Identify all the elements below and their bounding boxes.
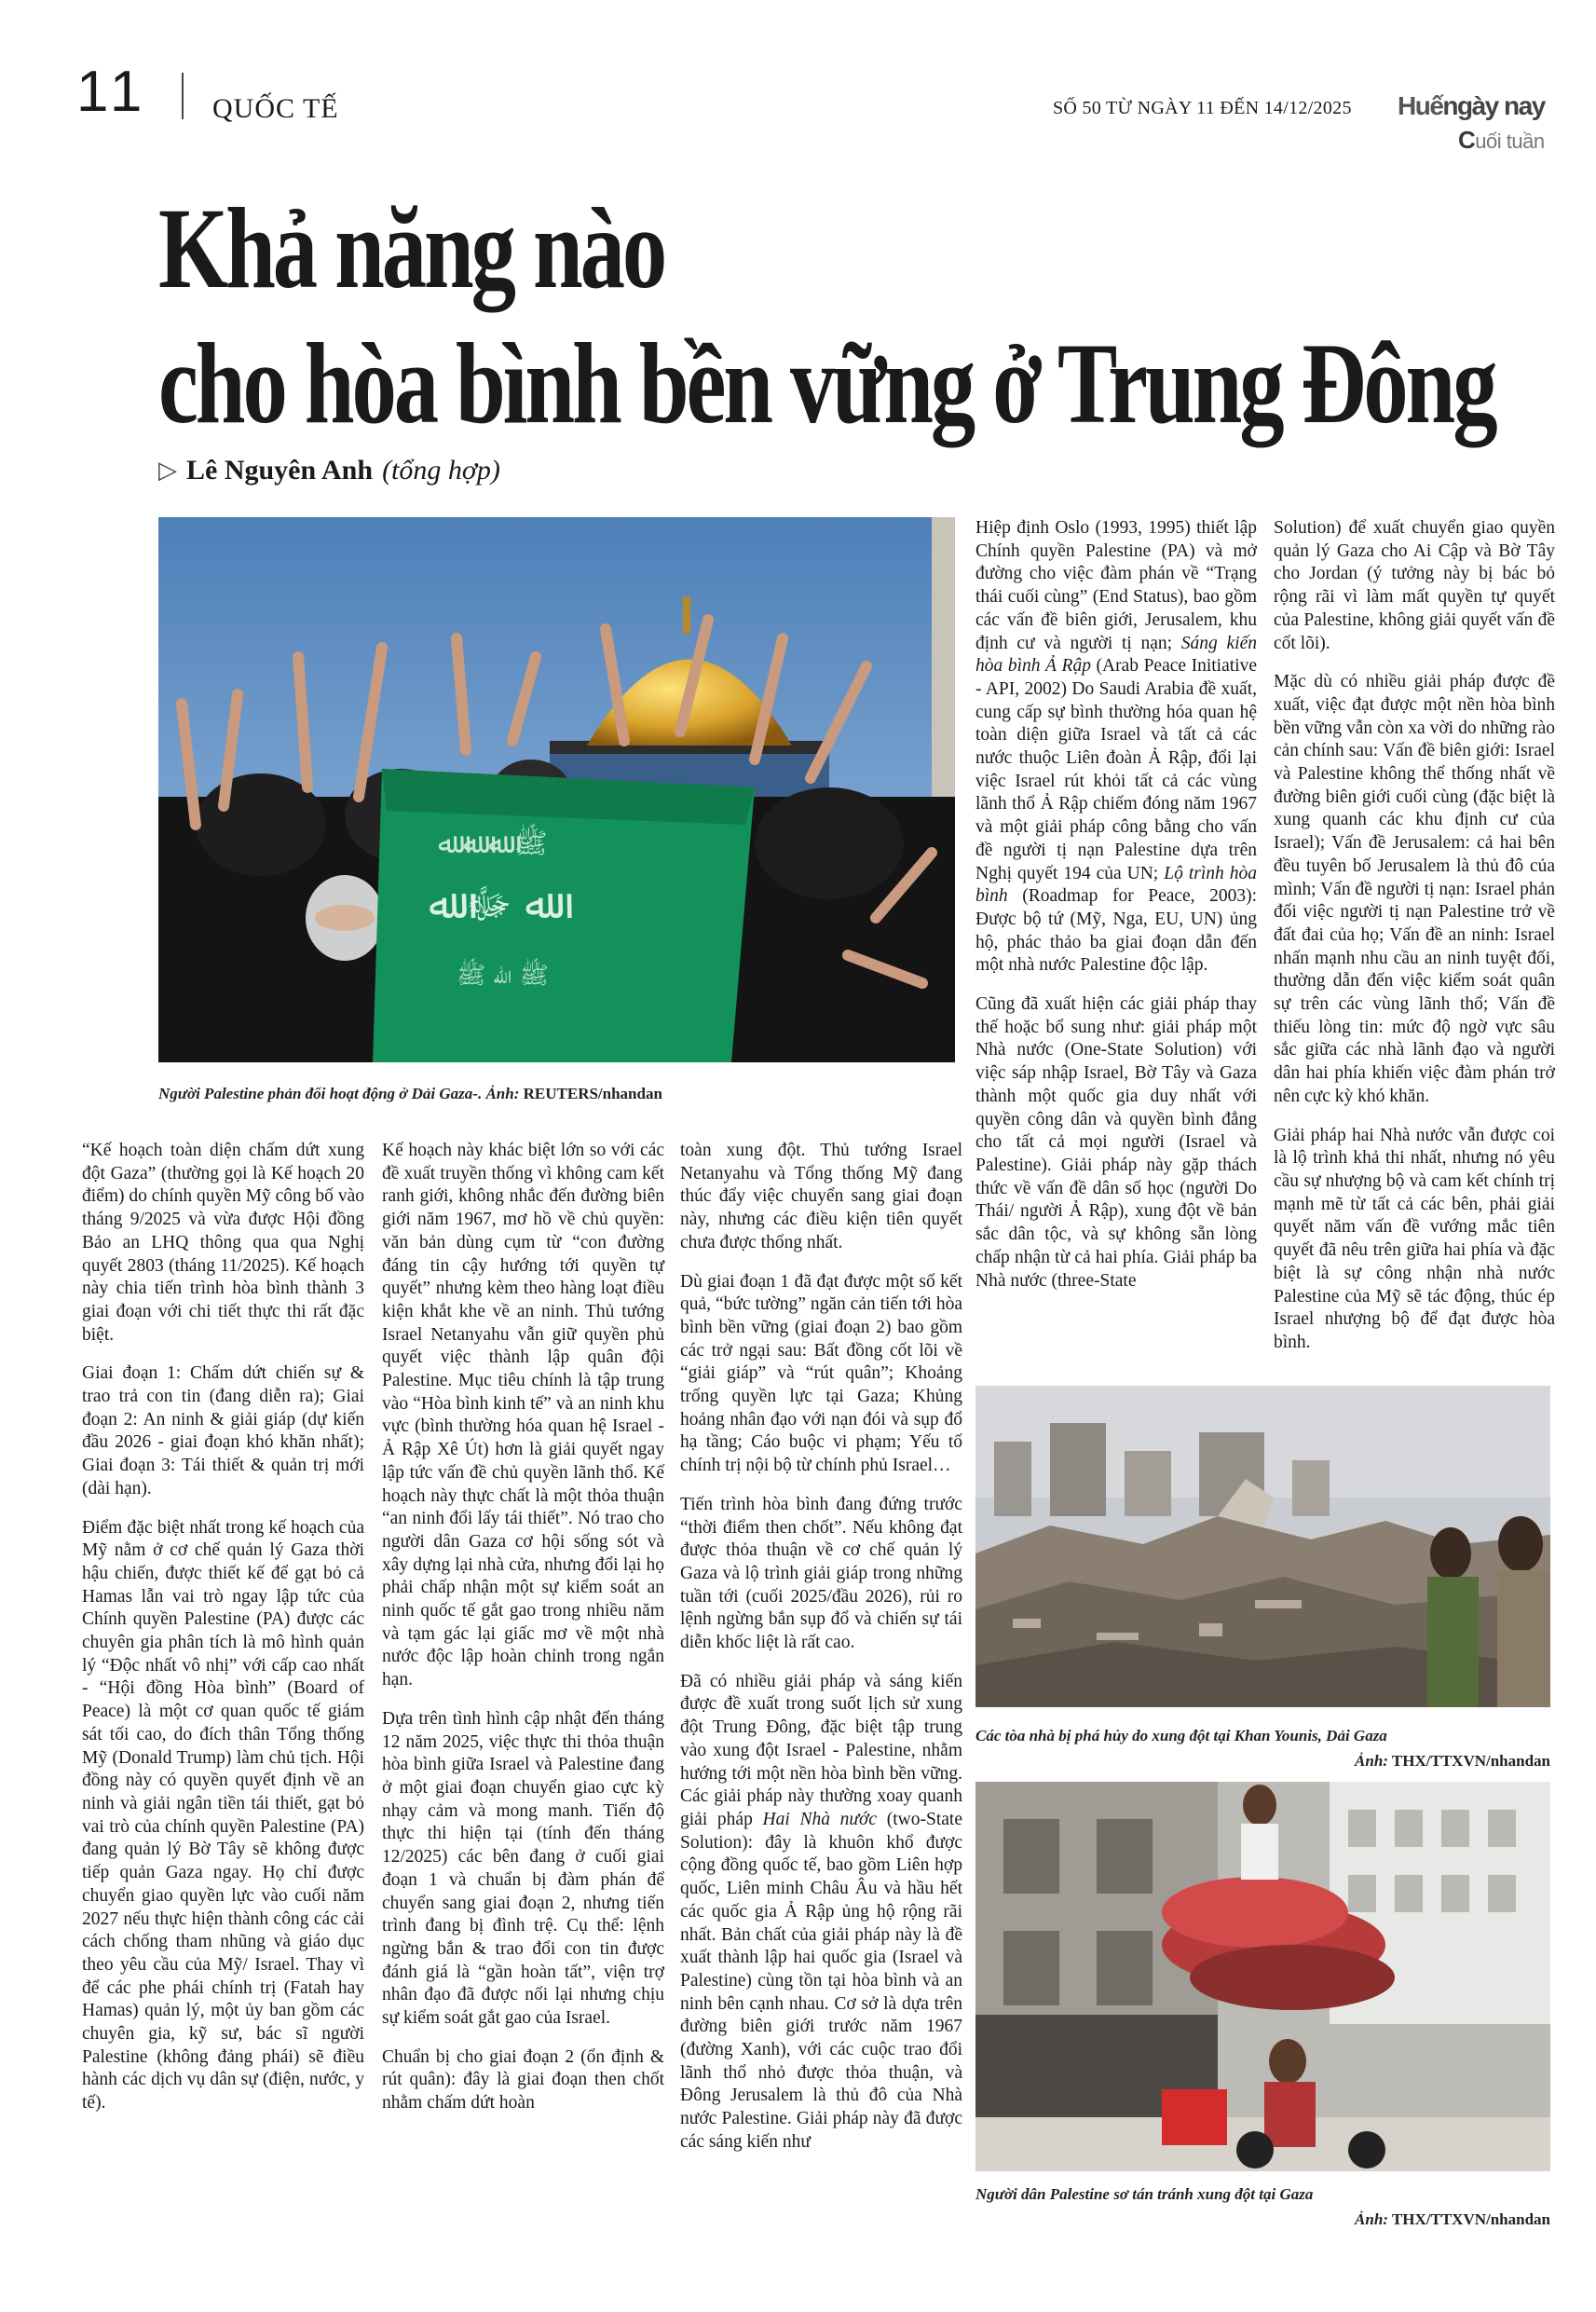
rubble-photo-caption: Các tòa nhà bị phá hủy do xung đột tại Khan Younis, Dải Gaza: [975, 1727, 1387, 1744]
evacuation-photo-illustration: [975, 1782, 1550, 2171]
text-run: Hiệp định Oslo (1993, 1995) thiết lập Chính quyền Palestine (PA) và mở đường cho việc đàm phán về “Trạng thái cuối cùng” (End Status), bao gồm các vấn đề biên giới, Jerusalem, khu định cư và người tị nạn;: [975, 518, 1257, 653]
paragraph: Tiến trình hòa bình đang đứng trước “thời điểm then chốt”. Nếu không đạt được thỏa thuận về cơ chế quản lý Gaza và lộ trình giải giáp trong những tuần tới (cuối 2025/đầu 2026), rủi ro lệnh ngừng bắn sụp đổ và chiến sự tái diễn khốc liệt là rất cao.: [680, 1494, 962, 1653]
paragraph: Điểm đặc biệt nhất trong kế hoạch của Mỹ nằm ở cơ chế quản lý Gaza thời hậu chiến, được thiết kế để gạt bỏ cả Hamas lẫn vai trò ngay lập tức của Chính quyền Palestine (PA) được các chuyên gia phân tích là mô hình quản lý “Độc nhất vô nhị” với cấp cao nhất - “Hội đồng Hòa bình” (Board of Peace) là một cơ quan quốc tế giám sát tối cao, do đích thân Tổng thống Mỹ (Donald Trump) làm chủ tịch. Hội đồng này có quyền quyết định về an ninh và giải ngân tiền tái thiết, gạt bỏ vai trò của chính quyền Palestine (PA) đang quản lý Bờ Tây sẽ không được tiếp quản Gaza ngay. Họ chỉ được chuyển giao quyền lực vào cuối năm 2027 nếu thực hiện thành công các cải cách chống tham nhũng và giáo dục theo yêu cầu của Mỹ/ Israel. Thay vì để các phe phái chính trị (Fatah hay Hamas) quản lý, một ủy ban gồm các chuyên gia, kỹ sư, bác sĩ người Palestine (không đảng phái) sẽ điều hành các dịch vụ dân sự (điện, nước, y tế).: [82, 1517, 364, 2114]
main-photo-illustration: [158, 517, 955, 1062]
masthead-sub: [1458, 126, 1545, 155]
rubble-photo-illustration: [975, 1386, 1550, 1707]
text-run: (two-State Solution): đây là khuôn khổ được cộng đồng quốc tế, bao gồm Liên hợp quốc, Liên minh Châu Âu và hầu hết các quốc gia Ả Rập ủng hộ rộng rãi nhất. Bản chất của giải pháp này là đề xuất thành lập hai quốc gia (Israel và Palestine) cùng tồn tại hòa bình và an ninh bên cạnh nhau. Cơ sở là dựa trên đường biên giới trước năm 1967 (đường Xanh), với các cuộc trao đổi lãnh thổ nhỏ được thỏa thuận, và Đông Jerusalem là thủ đô của Nhà nước Palestine. Giải pháp này đã được các sáng kiến như: [680, 1809, 962, 2152]
evacuation-photo-caption: Người dân Palestine sơ tán tránh xung đột tại Gaza: [975, 2185, 1314, 2203]
masthead-sub-rest: uối tuần: [1475, 130, 1545, 153]
article-title-line-2: cho hòa bình bền vững ở Trung Đông: [158, 320, 1495, 447]
paragraph: Giải pháp hai Nhà nước vẫn được coi là lộ trình khả thi nhất, nhưng nó yêu cầu sự nhượng bộ và cam kết chính trị mạnh mẽ từ tất cả các bên, phải giải quyết năm vấn đề vướng mắc tiên quyết đã nêu trên giữa hai phía và đặc biệt là sự công nhận nhà nước Palestine của Mỹ sẽ tác động, thúc ép Israel nhượng bộ để đạt được hòa bình.: [1274, 1125, 1555, 1352]
paragraph: [680, 1671, 962, 2155]
credit-source: THX/TTXVN/nhandan: [1391, 2210, 1550, 2228]
masthead-logo-ngaynay: ngày nay: [1442, 91, 1545, 120]
credit-label: Ảnh:: [1355, 2210, 1388, 2228]
paragraph: Mặc dù có nhiều giải pháp được đề xuất, việc đạt được một nền hòa bình bền vững vẫn còn xa vời do những rào cản chính sau: Vấn đề biên giới: Israel và Palestine không thể thống nhất về đường biên giới cuối cùng (đặc biệt là xung quanh các khu định cư của Israel); Vấn đề Jerusalem: cả hai bên đều tuyên bố Jerusalem là thủ đô của mình; Vấn đề người tị nạn: Israel phản đối việc người tị nạn Palestine trở về đất đai của họ; Vấn đề an ninh: Israel nhấn mạnh nhu cầu an ninh tuyệt đối, thường dẫn đến việc kiểm soát quân sự trên các vùng lãnh thổ; Vấn đề thiếu lòng tin: mức độ ngờ vực sâu sắc giữa các nhà lãnh đạo và người dân hai phía khiến việc đàm phán trở nên cực kỳ khó khăn.: [1274, 672, 1555, 1106]
credit-source: THX/TTXVN/nhandan: [1391, 1752, 1550, 1770]
text-run: (Roadmap for Peace, 2003): Được bộ tứ (Mỹ, Nga, EU, UN) ủng hộ, phác thảo ba giai đoạn dẫn đến một nhà nước Palestine độc lập.: [975, 886, 1257, 976]
emphasis: Hai Nhà nước: [762, 1809, 878, 1829]
rubble-photo: [975, 1386, 1550, 1707]
paragraph: Giai đoạn 1: Chấm dứt chiến sự & trao trả con tin (đang diễn ra); Giai đoạn 2: An ninh & giải giáp (dự kiến đầu 2026 - giai đoạn khó khăn nhất); Giai đoạn 3: Tái thiết & quản trị mới (dài hạn).: [82, 1363, 364, 1498]
column-1: [82, 1140, 364, 2115]
header-divider: [182, 73, 184, 119]
main-photo: [158, 517, 955, 1062]
paragraph: Solution) để xuất chuyển giao quyền quản lý Gaza cho Ai Cập và Bờ Tây cho Jordan (ý tưởng này bị bác bỏ rộng rãi vì làm mất quyền tự quyết của Palestine, không giải quyết vấn đề cốt lõi).: [1274, 518, 1555, 653]
svg-text:ﷲ ﷻ ﷲ: ﷲ ﷻ ﷲ: [429, 881, 550, 928]
main-photo-credit: REUTERS/nhandan: [523, 1085, 662, 1102]
paragraph: Dựa trên tình hình cập nhật đến tháng 12 năm 2025, việc thực thi thỏa thuận hòa bình giữa Israel và Palestine đang ở một giai đoạn chuyển giao cực kỳ nhạy cảm và mong manh. Tiến độ thực thi hiện tại (tính đến tháng 12/2025) các bên đang ở cuối giai đoạn 1 và chuẩn bị đàm phán để chuyển sang giai đoạn 2, nhưng tiến trình đang bị đình trệ. Cụ thể: lệnh ngừng bắn & trao đổi con tin được đánh giá là “gần hoàn tất”, viện trợ nhân đạo đã được nối lại nhưng chịu sự kiểm soát gắt gao của Israel.: [382, 1708, 664, 2029]
column-4: [975, 517, 1257, 1293]
svg-text:ﷺ ﷲ ﷲ ﷲ: ﷺ ﷲ ﷲ ﷲ: [438, 828, 548, 860]
author-name: Lê Nguyên Anh: [186, 455, 374, 486]
column-3: [680, 1140, 962, 2155]
paragraph: Kế hoạch này khác biệt lớn so với các đề xuất truyền thống vì không cam kết ranh giới, không nhắc đến đường biên giới năm 1967, mơ hồ về chủ quyền: văn bản dùng cụm từ “con đường đáng tin cậy hướng tới quyền tự quyết” nhưng kèm theo hàng loạt điều kiện khắt khe về an ninh. Thủ tướng Israel Netanyahu vẫn giữ quyền phủ quyết việc thành lập quân đội Palestine. Mục tiêu chính là tập trung vào “Hòa bình kinh tế” và an ninh khu vực (bình thường hóa quan hệ Israel - Ả Rập Xê Út) hơn là giải quyết ngay lập tức vấn đề chủ quyền lãnh thổ. Kế hoạch này thực chất là một thỏa thuận “an ninh đổi lấy tái thiết”. Nó trao cho người dân Gaza cơ hội sống sót và xây dựng lại nhà cửa, nhưng đổi lại họ phải chấp nhận một sự kiểm soát an ninh quốc tế gắt gao trong nhiều năm và tạm gác lại giấc mơ về một nhà nước độc lập hoàn chỉnh trong ngắn hạn.: [382, 1141, 664, 1690]
paragraph: Chuẩn bị cho giai đoạn 2 (ổn định & rút quân): đây là giai đoạn then chốt nhằm chấm dứt hoàn: [382, 2046, 664, 2114]
paragraph: [975, 517, 1257, 978]
article-title-line-1: Khả năng nào: [158, 185, 665, 312]
rubble-photo-credit: [975, 1752, 1550, 1771]
text-run: Đã có nhiều giải pháp và sáng kiến được đề xuất trong suốt lịch sử xung đột Trung Đông, đặc biệt tập trung vào xung đột Israel - Palestine, nhằm hướng tới một nền hòa bình bền vững. Các giải pháp này thường xoay quanh giải pháp: [680, 1671, 962, 1829]
play-triangle-icon: ▷: [158, 457, 177, 484]
byline: [158, 455, 500, 486]
emphasis: Lộ trình hòa bình: [975, 863, 1257, 907]
main-photo-caption: [158, 1085, 960, 1103]
masthead-sub-initial: C: [1458, 126, 1476, 154]
credit-label: Ảnh:: [1355, 1752, 1388, 1770]
text-run: (Arab Peace Initiative - API, 2002) Do Saudi Arabia đề xuất, cung cấp sự bình thường hóa quan hệ toàn diện giữa Israel và tất cả các nước thuộc Liên đoàn Ả Rập, đổi lại việc Israel rút khỏi tất cả các vùng lãnh thổ Ả Rập chiếm đóng năm 1967 và một giải pháp công bằng cho vấn đề người tị nạn Palestine dựa trên Nghị quyết 194 của UN;: [975, 656, 1257, 883]
author-note: (tổng hợp): [382, 455, 500, 486]
paragraph: Dù giai đoạn 1 đã đạt được một số kết quả, “bức tường” ngăn cản tiến tới hòa bình bền vững (giai đoạn 2) bao gồm các trở ngại sau: Bất đồng cốt lõi về “giải giáp” và “rút quân”; Khoảng trống quyền lực tại Gaza; Khủng hoảng nhân đạo với nạn đói và sụp đổ hạ tầng; Cáo buộc vi phạm; Yếu tố chính trị nội bộ từ chính phủ Israel…: [680, 1271, 962, 1476]
issue-info: SỐ 50 TỪ NGÀY 11 ĐẾN 14/12/2025: [1053, 98, 1352, 118]
main-photo-caption-text: Người Palestine phản đối hoạt động ở Dải Gaza-. Ảnh:: [158, 1085, 520, 1102]
column-2: [382, 1140, 664, 2115]
masthead-logo: [1398, 91, 1545, 121]
paragraph: Cũng đã xuất hiện các giải pháp thay thế hoặc bổ sung như: giải pháp một Nhà nước (One-State Solution) với việc sáp nhập Israel, Bờ Tây và Gaza thành một quốc gia duy nhất với quyền công dân và quyền bình đẳng cho tất cả mọi người (Israel và Palestine). Giải pháp này gặp thách thức về vấn đề dân số học (người Do Thái/ người Ả Rập), xung đột về bản sắc dân tộc, và sự không sẵn lòng chấp nhận từ cả hai phía. Giải pháp ba Nhà nước (three-State: [975, 994, 1257, 1291]
evacuation-photo-credit: [975, 2210, 1550, 2229]
emphasis: Sáng kiến hòa bình Ả Rập: [975, 633, 1257, 677]
masthead-logo-hue: Huế: [1398, 91, 1443, 120]
column-5: [1274, 517, 1555, 1355]
evacuation-photo: [975, 1782, 1550, 2171]
section-label: QUỐC TẾ: [212, 93, 339, 124]
svg-text:ﷺ ﷲ ﷺ: ﷺ ﷲ ﷺ: [457, 962, 549, 990]
paragraph: toàn xung đột. Thủ tướng Israel Netanyahu và Tổng thống Mỹ đang thúc đẩy việc chuyển sang giai đoạn này, nhưng các điều kiện tiên quyết chưa được thống nhất.: [680, 1141, 962, 1252]
page-number: 11: [76, 60, 148, 124]
paragraph: “Kế hoạch toàn diện chấm dứt xung đột Gaza” (thường gọi là Kế hoạch 20 điểm) do chính quyền Mỹ công bố vào tháng 9/2025 và vừa được Hội đồng Bảo an LHQ thông qua qua Nghị quyết 2803 (tháng 11/2025). Kế hoạch này chia tiến trình hòa bình thành 3 giai đoạn với chi tiết thực thi rất đặc biệt.: [82, 1141, 364, 1345]
